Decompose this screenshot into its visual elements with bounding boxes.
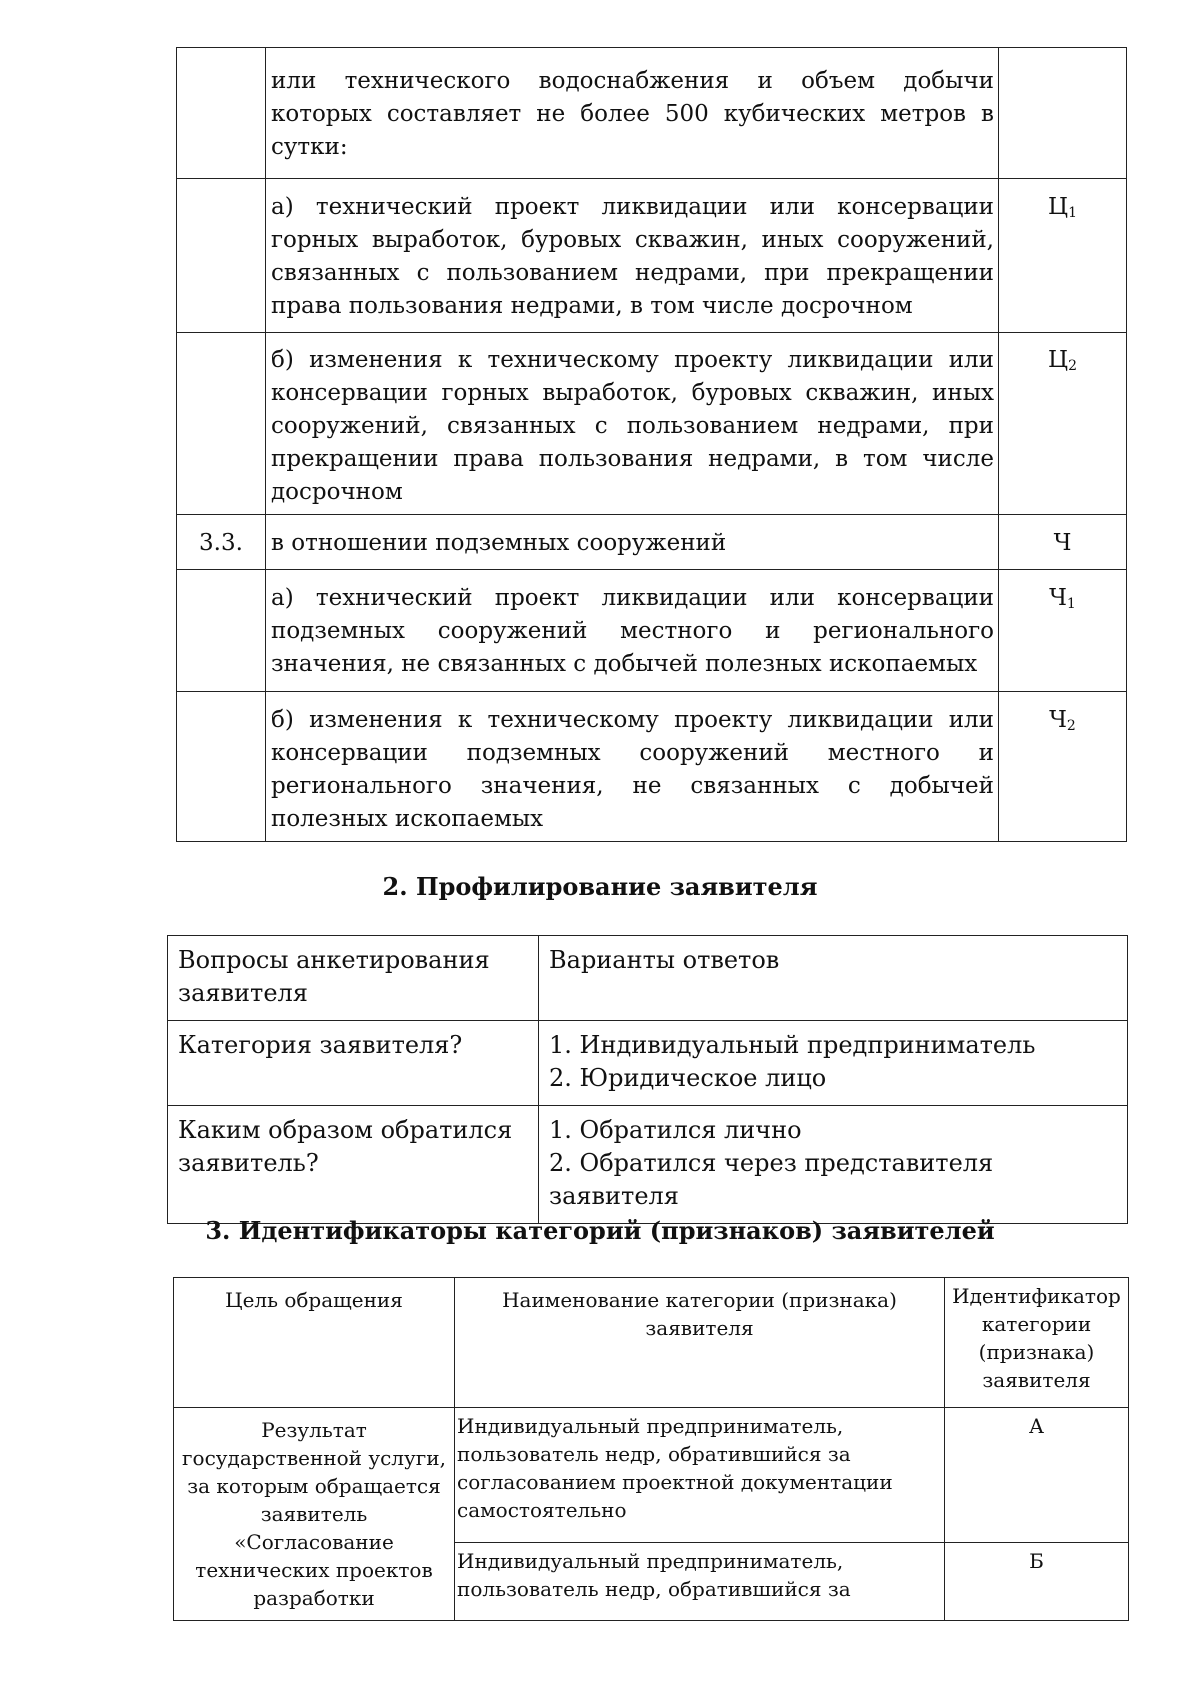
table-header-row: [168, 936, 1128, 1021]
answer-option: 1. Индивидуальный предприниматель: [549, 1031, 1036, 1059]
category-cell: Индивидуальный предприниматель, пользователь недр, обратившийся за согласованием проектной документации самостоятельно: [455, 1408, 945, 1543]
row-text: или технического водоснабжения и объем добычи которых составляет не более 500 кубических метров в сутки:: [266, 48, 999, 179]
row-number: [177, 179, 266, 333]
applicant-profiling-table: [167, 935, 1128, 1224]
row-code: $Ц_1$: [999, 179, 1127, 333]
category-cell: Индивидуальный предприниматель, пользователь недр, обратившийся за: [455, 1543, 945, 1621]
row-number: [177, 48, 266, 179]
row-number: [177, 570, 266, 692]
table-header-row: [174, 1278, 1129, 1408]
row-number: 3.3.: [177, 515, 266, 570]
header-answers: Варианты ответов: [539, 936, 1128, 1021]
answer-option: 2. Обратился через представителя заявителя: [549, 1149, 994, 1210]
answer-option: 2. Юридическое лицо: [549, 1064, 827, 1092]
row-text: в отношении подземных сооружений: [266, 515, 999, 570]
liquidation-projects-table: [176, 47, 1127, 842]
row-code: Ч: [999, 515, 1127, 570]
identifier-cell: Б: [945, 1543, 1129, 1621]
table-row: [177, 48, 1127, 179]
table-row: [177, 333, 1127, 515]
identifier-cell: А: [945, 1408, 1129, 1543]
row-text: а) технический проект ликвидации или консервации подземных сооружений местного и регионального значения, не связанных с добычей полезных ископаемых: [266, 570, 999, 692]
header-questions: Вопросы анкетирования заявителя: [168, 936, 539, 1021]
header-goal: Цель обращения: [174, 1278, 455, 1408]
table-row: [174, 1408, 1129, 1543]
row-text: а) технический проект ликвидации или консервации горных выработок, буровых скважин, иных сооружений, связанных с пользованием недрами, при прекращении права пользования недрами, в том числе досрочном: [266, 179, 999, 333]
row-code: [999, 48, 1127, 179]
answers-cell: [539, 1021, 1128, 1106]
question-cell: Категория заявителя?: [168, 1021, 539, 1106]
section-2-title: 2. Профилирование заявителя: [382, 872, 818, 901]
answer-option: 1. Обратился лично: [549, 1116, 802, 1144]
table-row: [177, 692, 1127, 842]
header-category: Наименование категории (признака) заявителя: [455, 1278, 945, 1408]
table-row: [168, 1106, 1128, 1224]
row-code: $Ч_1$: [999, 570, 1127, 692]
row-code: $Ц_2$: [999, 333, 1127, 515]
row-number: [177, 333, 266, 515]
row-text: б) изменения к техническому проекту ликвидации или консервации горных выработок, буровых скважин, иных сооружений, связанных с пользованием недрами, при прекращении права пользования недрами, в том числе досрочном: [266, 333, 999, 515]
table-row: [177, 179, 1127, 333]
answers-cell: [539, 1106, 1128, 1224]
table-row: [168, 1021, 1128, 1106]
goal-cell: Результат государственной услуги, за которым обращается заявитель «Согласование технических проектов разработки: [174, 1408, 455, 1621]
header-identifier: Идентификатор категории (признака) заявителя: [945, 1278, 1129, 1408]
row-number: [177, 692, 266, 842]
section-3-title: 3. Идентификаторы категорий (признаков) заявителей: [205, 1216, 995, 1245]
row-code: $Ч_2$: [999, 692, 1127, 842]
applicant-identifiers-table: [173, 1277, 1129, 1621]
table-row: [177, 515, 1127, 570]
question-cell: Каким образом обратился заявитель?: [168, 1106, 539, 1224]
table-row: [177, 570, 1127, 692]
row-text: б) изменения к техническому проекту ликвидации или консервации подземных сооружений местного и регионального значения, не связанных с добычей полезных ископаемых: [266, 692, 999, 842]
